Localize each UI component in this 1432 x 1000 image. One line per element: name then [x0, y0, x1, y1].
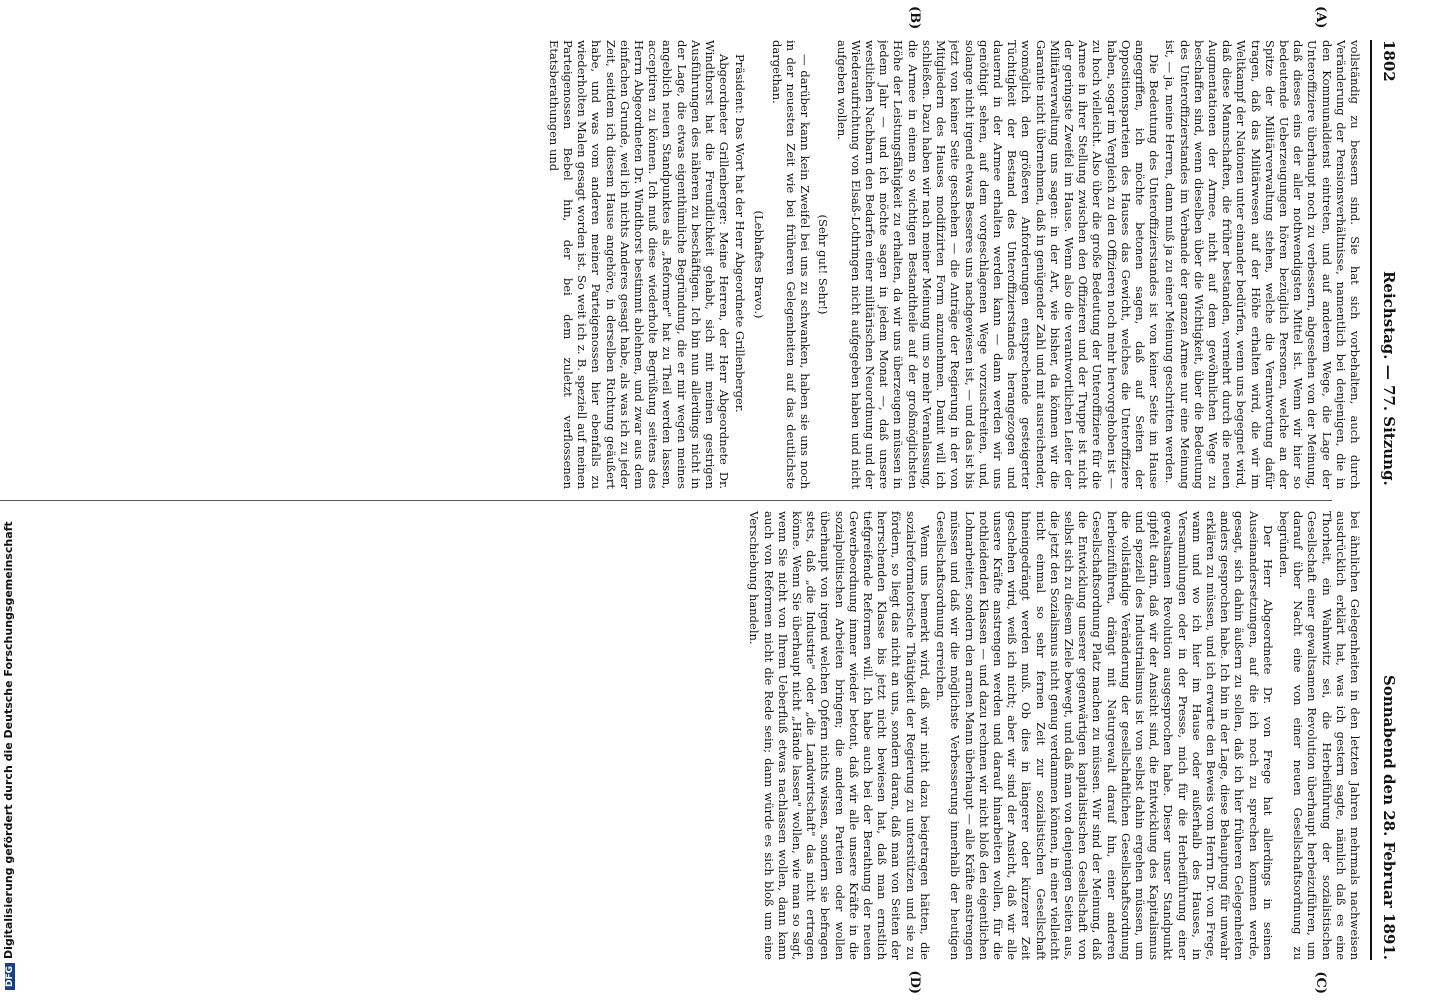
paragraph: Die Bedeutung des Unteroffizierstandes ist von keiner Seite im Hause angegriffen, ich möchte betonen sagen, daß auf Seiten der Oppositionsparteien des Hauses das Gewicht, welches die Unteroffiziere haben, sogar im Vergleich zu den Offizieren noch mehr hervorgehoben ist — zu hoch vielleicht. Also über die große Bedeutung der Unteroffiziere für die Armee in ihrer Stellung zwischen den Offizieren und der Truppe ist nicht der geringste Zweifel im Hause. Wenn also die verantwortlichen Leiter der Militärverwaltung uns sagen: in der Art, wie bisher, da können wir die Garantie nicht übernehmen, daß in genügender Zahl und mit ausreichender, womöglich den größeren Anforderungen entsprechende gesteigerter Tüchtigkeit der Bestand des Unteroffizierstandes herangezogen und dauernd in der Armee erhalten werden kann — dann werden wir uns genöthigt sehen, auf dem vorgeschlagenen Wege vorzuschreiten, und, solange nicht irgend etwas Besseres uns nachgewiesen ist, — und das ist bis jetzt von keiner Seite geschehen — die Anträge der Regierung in der von Mitgliedern des Hauses modifizirten Form anzunehmen. Damit will ich schließen. Dazu haben wir nach meiner Meinung um so mehr Veranlassung, die Armee in einem so wichtigen Bestandtheile auf der großmöglichsten Höhe der Leistungsfähigkeit zu erhalten, da wir uns überzeugen müssen in jedem Jahr — und ich möchte sagen in jedem Monat —, daß unsere westlichen Nachbarn den Bedarfen einer militärischen Neuordnung und der Wiederaufrichtung von Elsaß-Lothringen nicht aufgegeben haben und nicht aufgeben wollen.	[834, 40, 1162, 489]
page-header	[1370, 40, 1398, 960]
session-date: Sonnabend den 28. Februar 1891.	[1380, 675, 1398, 960]
speaker-announcement: Präsident: Das Wort hat der Herr Abgeordnete Grillenberger.	[733, 54, 748, 413]
margin-letter-b: (B)	[907, 6, 922, 30]
interjection: (Sehr gut! Sehr!)	[816, 214, 831, 315]
paragraph: Wenn uns bemerkt wird, daß wir nicht dazu beigetragen hätten, die sozialreformatorische Thätigkeit der Regierung zu unterstützen und sie zu fördern, so liegt das nicht an uns, sondern daran, daß man von Seiten der herrschenden Klasse bis jetzt nicht bewiesen hat, daß man ernstlich tiefgreifende Reformen will. Ich habe auch bei der Berathung der neuen Gewerbeordnung immer wieder betont, daß wir alle unsere Kräfte in die sozialpolitischen Arbeiten bringen; die anderen Parteien oder wollen überhaupt von irgend welchen Opfern nichts wissen, sondern sie befragen stets, daß „die Industrie" oder „die Landwirtschaft" das nicht ertragen könne. Wenn Sie überhaupt nicht „Hände lassen" wollen, wie man so sagt, wenn Sie nicht von Ihrem Ueberfluß etwas nachlassen wollen, dann kann auch von Reformen nicht die Rede sein; dann würde es sich bloß um eine Verschiebung handeln.	[747, 511, 932, 960]
interjection: (Lebhaftes Bravo.)	[751, 210, 766, 319]
digitization-credit-text: Digitalisierung gefördert durch die Deutsche Forschungsgemeinschaft	[2, 521, 15, 959]
right-column	[22, 511, 1362, 960]
scanned-page	[10, 0, 1410, 1000]
paragraph: Der Herr Abgeordnete Dr. von Frege hat allerdings in seinen Auseinandersetzungen, auf die ich noch zu sprechen kommen werde, gesagt, sich dahin äußern zu sollen, daß ich hier früheren Gelegenheiten anders gesprochen habe. Ich bin in der Lage, diese Behauptung für unwahr erklären zu müssen, und ich erwarte den Beweis vom Herrn Dr. von Frege, wann und wo ich hier im Hause oder außerhalb des Hauses, in Versammlungen oder in der Presse, mich für die Herbeiführung einer gewaltsamen Revolution ausgesprochen habe. Dieser unser Standpunkt gipfelt darin, daß wir der Ansicht sind, die Entwicklung des Kapitalismus und speziell des Industrialismus ist von selbst dahin ergehen müssen, um die vollständige Veränderung der gesellschaftlichen Gesellschaftsordnung herbeizuführen, drängt mit Naturgewalt darauf hin, einer anderen Gesellschaftsordnung Platz machen zu müssen. Wir sind der Meinung, daß die Entwicklung unserer gegenwärtigen kapitalistischen Gesellschaft von selbst sich zu diesem Ziele bewegt, und daß man von denjenigen Seiten aus, die jetzt den Sozialismus nicht genug verdammen können, in einer vielleicht nicht einmal so sehr fernen Zeit zur sozialistischen Gesellschaft hineingedrängt werden muß. Ob dies in längerer oder kürzerer Zeit geschehen wird, weiß ich nicht; aber wir sind der Ansicht, daß wir alle unsere Kräfte anstrengen werden und darauf hinarbeiten wollen, für die nothleidenden Klassen — und dazu rechnen wir nicht bloß den eigentlichen Lohnarbeiter, sondern den armen Mann überhaupt — alle Kräfte anstrengen müssen und daß wir die möglichste Verbesserung innerhalb der heutigen Gesellschaftsordnung erreichen.	[934, 511, 1275, 960]
dfg-logo: DFG	[5, 963, 15, 990]
paragraph: — darüber kann kein Zweifel bei uns zu schwanken, haben sie uns noch in der neuesten Zeit wie bei früheren Gelegenheiten auf das deutlichste dargethan.	[769, 40, 813, 489]
paragraph: vollständig zu bessern sind. Sie hat sich vorbehalten, auch durch Veränderung der Pensionsverhältnisse, namentlich bei denjenigen, die in den Kommunaldienst eintreten, und auf anderem Wege, die Lage der Unteroffiziere überhaupt noch zu verbessern, abgesehen von der Meinung, daß dieses eins der aller nothwendigsten Mittel ist. Wenn wir hier so bedeutende Ueberzeugungen hören bezüglich Personen, welche an der Spitze der Militärverwaltung stehen, welche die Verantwortung dafür tragen, daß das Militärwesen auf der Höhe erhalten wird, die wir im Weltkampf der Nationen unter einander bedürfen, wenn uns begegnet wird, daß diese Mannschaften, die früher bestanden, vermehrt durch die neuen Augmentationen der Armee, nicht auf dem gewöhnlichen Wege zu beschaffen sind, wenn dieselben über die Wichtigkeit, über die Bedeutung des Unteroffizierstandes im Verbande der ganzen Armee nur eine Meinung ist, — ja, meine Herren, dann muß ja zu einer Meinung geschritten werden.	[1163, 40, 1362, 489]
paragraph: Abgeordneter Grillenberger: Meine Herren, der Herr Abgeordnete Dr. Windthorst hat die Freundlichkeit gehabt, sich mit meinen gestrigen Ausführungen des näheren zu beschäftigen. Ich bin nun allerdings nicht in der Lage, die etwas eigenthümliche Begründung, die er mir wegen meines angeblich neuen Standpunktes als „Reformer" hat zu Theil werden lassen, acceptiren zu können. Ich muß diese wiederholte Begrüßung seitens des Herrn Abgeordneten Dr. Windthorst bestimmt ablehnen, und zwar aus dem einfachen Grunde, weil ich nichts Anderes gesagt habe, als was ich zu jeder Zeit, seitdem ich diesem Hause angehöre, in derselben Richtung geäußert habe, und was vom anderen meiner Parteigenossen hier ebenfalls zu wiederholten Malen gesagt worden ist. So weit ich z. B. speziell auf meinen Parteigenossen Bebel hin, der bei dem zuletzt verflossenen Etatsberathungen und	[546, 40, 732, 489]
page-number: 1802	[1380, 40, 1398, 82]
margin-letter-c: (C)	[1313, 971, 1328, 994]
paragraph: bei ähnlichen Gelegenheiten in den letzten Jahren mehrmals nachweisen ausdrücklich erklärt hat, was ich gestern sagte, nämlich daß es eine Thorheit, ein Wahnwitz sei, die Herbeiführung der sozialistischen Gesellschaft einer gewaltsamen Revolution überhaupt herbeizuführen, um darauf über Nacht eine von einer neuen Gesellschaftsordnung zu begründen.	[1276, 511, 1362, 960]
session-title: Reichstag. — 77. Sitzung.	[1380, 270, 1398, 486]
text-columns	[22, 6, 1362, 994]
column-divider	[0, 500, 1332, 501]
margin-letter-d: (D)	[907, 970, 922, 994]
margin-letter-a: (A)	[1313, 6, 1328, 29]
left-column	[22, 40, 1362, 489]
